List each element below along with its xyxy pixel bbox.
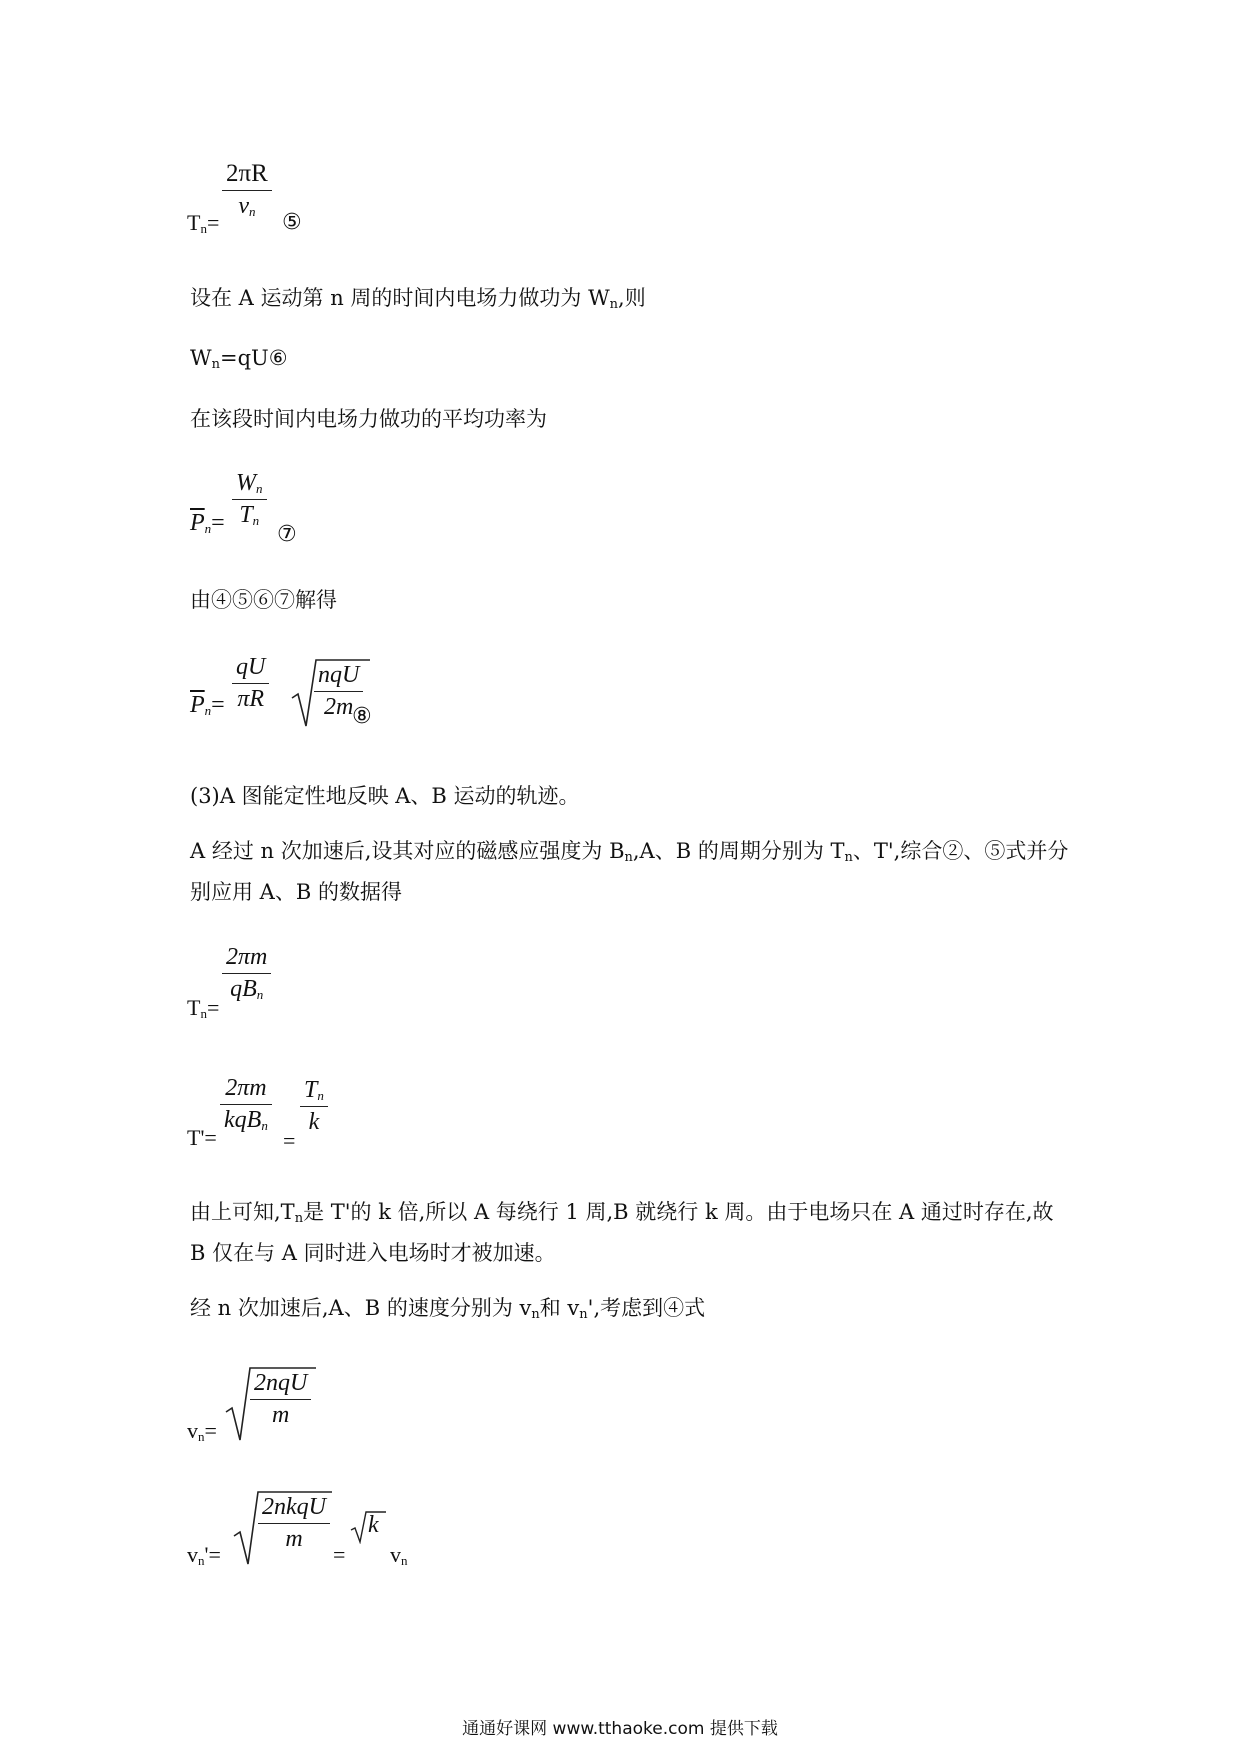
eq12-radicand: 2nkqU m	[258, 1494, 330, 1553]
paragraph-periods: A 经过 n 次加速后,设其对应的磁感应强度为 $B_n,A$、B 的周期分别为 $T_n$、T',综合②、⑤式并分别应用 A、B 的数据得	[190, 839, 1069, 904]
eq8-fraction: qU πR	[232, 654, 269, 713]
eq8-tag: ⑧	[352, 704, 372, 729]
eq7-lhs: $\overline{P}_n=$	[190, 510, 225, 536]
eq9-lhs: $T_n=$	[187, 995, 220, 1021]
paragraph-solve: 由④⑤⑥⑦解得	[190, 588, 337, 612]
eq7-tag: ⑦	[277, 522, 297, 547]
eq7-fraction: $W_n$ $T_n$	[232, 470, 267, 529]
paragraph-trajectory: (3)A 图能定性地反映 A、B 运动的轨迹。	[190, 784, 580, 808]
eq5-tag: ⑤	[282, 210, 302, 235]
eq5-lhs: $T_n=$	[187, 210, 220, 236]
eq11-lhs: $v_n=$	[187, 1418, 217, 1444]
eq10-fraction-2: $T_n$ k	[300, 1077, 328, 1136]
eq8-lhs: $\overline{P}_n=$	[190, 692, 225, 718]
eq10-equals: =	[283, 1128, 296, 1153]
eq10-lhs: T'=	[187, 1125, 217, 1150]
eq12-lhs: $v_n'=$	[187, 1542, 221, 1568]
eq5-fraction: 2πR $v_n$	[222, 160, 272, 220]
paragraph-velocities: 经 n 次加速后,A、B 的速度分别为 $v_n$和 $v_n'$,考虑到④式	[190, 1296, 706, 1322]
eq12-tail: $v_n$	[390, 1542, 408, 1568]
eq8-radicand: nqU 2m	[314, 662, 363, 721]
eq9-fraction: 2πm $qB_n$	[222, 944, 271, 1003]
eq12-k: k	[368, 1512, 379, 1538]
page-footer: 通通好课网 www.tthaoke.com 提供下载	[462, 1719, 778, 1739]
eq11-radicand: 2nqU m	[250, 1370, 311, 1429]
eq10-fraction-1: 2πm kqB$_n$	[220, 1075, 272, 1134]
paragraph-average-power: 在该段时间内电场力做功的平均功率为	[190, 407, 547, 431]
equation-6: $W_n=qU⑥$	[190, 346, 288, 372]
paragraph-work-definition: 设在 A 运动第 n 周的时间内电场力做功为 $W_n$,则	[190, 286, 646, 312]
eq12-equals: =	[333, 1542, 346, 1567]
paragraph-multiple: 由上可知$,T_n$是 T'的 k 倍,所以 A 每绕行 1 周,B 就绕行 k 周。由于电场只在 A 通过时存在,故 B 仅在与 A 同时进入电场时才被加速。	[190, 1200, 1054, 1265]
